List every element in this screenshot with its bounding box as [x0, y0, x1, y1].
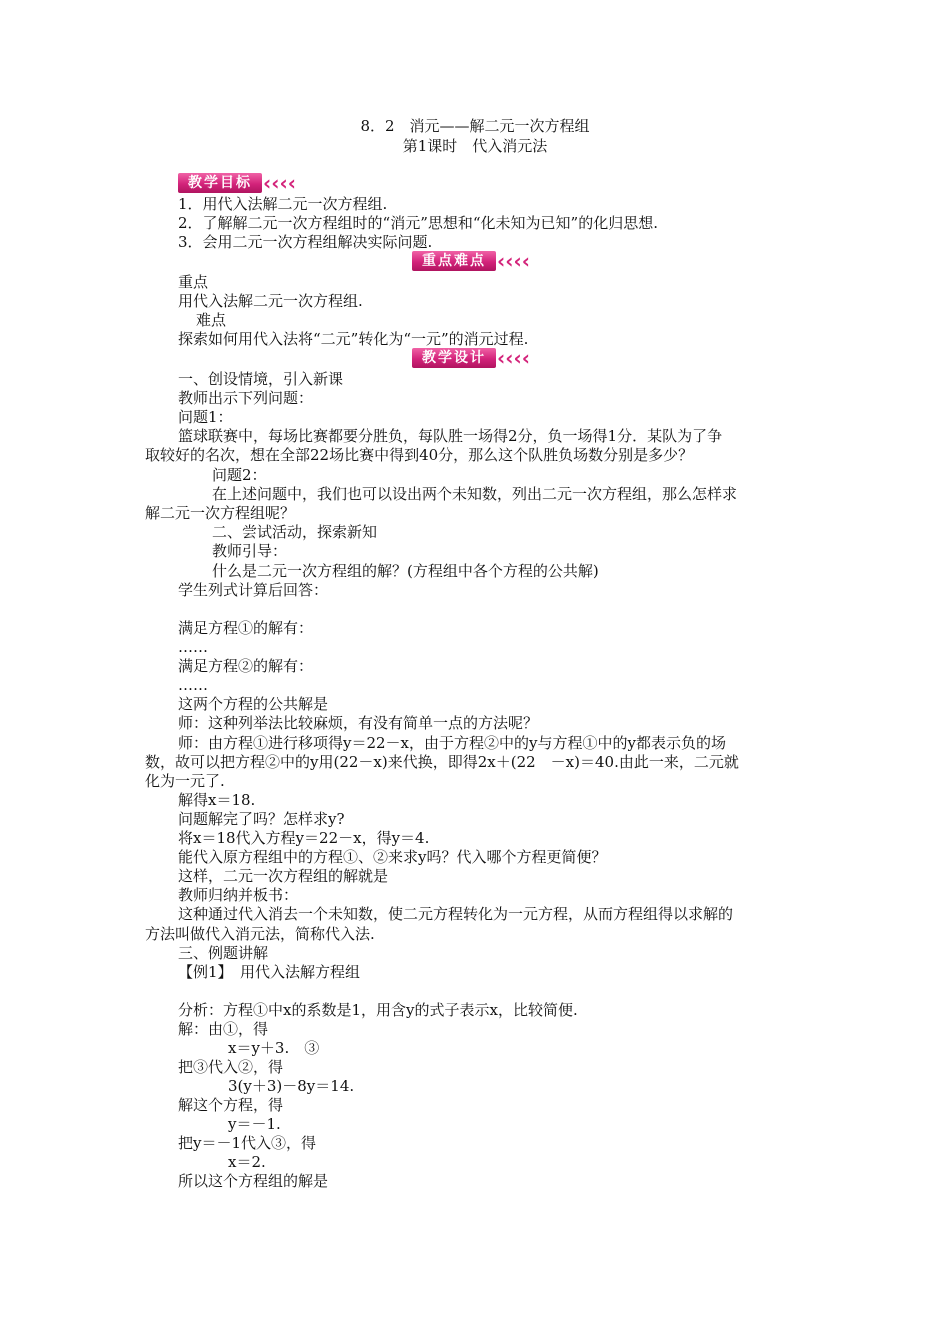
- banner-objectives-label: 教学目标: [178, 173, 262, 193]
- document-title: 8．2 消元——解二元一次方程组: [360, 117, 590, 135]
- text-line: 所以这个方程组的解是: [178, 1172, 329, 1190]
- text-line: 将x＝18代入方程y＝22－x，得y＝4.: [178, 829, 430, 847]
- banner-objectives: [178, 173, 296, 193]
- text-line: 问题2：: [212, 466, 267, 484]
- text-line: 解二元一次方程组呢？: [145, 504, 296, 522]
- text-line: 问题解完了吗？怎样求y?: [178, 810, 345, 828]
- text-line: 把y＝－1代入③，得: [178, 1134, 317, 1152]
- text-line: 这样，二元一次方程组的解就是: [178, 867, 389, 885]
- equation-line: y＝－1.: [228, 1115, 281, 1133]
- text-line: 满足方程②的解有：: [178, 657, 314, 675]
- equation-line: x＝2.: [228, 1153, 266, 1171]
- text-line: 学生列式计算后回答：: [178, 581, 329, 599]
- text-line: 三、例题讲解: [178, 944, 269, 962]
- text-line: 这种通过代入消去一个未知数，使二元方程转化为一元方程，从而方程组得以求解的: [178, 905, 734, 923]
- text-line: 探索如何用代入法将“二元”转化为“一元”的消元过程.: [178, 330, 529, 348]
- text-line: 分析：方程①中x的系数是1，用含y的式子表示x，比较简便.: [178, 1001, 578, 1019]
- text-line: 把③代入②，得: [178, 1058, 284, 1076]
- chevrons-icon: ‹‹‹‹: [497, 249, 530, 273]
- text-line: 解得x＝18.: [178, 791, 256, 809]
- text-line: 教师引导：: [212, 542, 288, 560]
- text-line: 教师出示下列问题：: [178, 389, 314, 407]
- text-line: 问题1：: [178, 408, 233, 426]
- text-line: ……: [178, 638, 208, 656]
- equation-line: 3(y＋3)－8y＝14.: [228, 1077, 355, 1095]
- text-line: 3．会用二元一次方程组解决实际问题.: [178, 233, 433, 251]
- text-line: 取较好的名次，想在全部22场比赛中得到40分，那么这个队胜负场数分别是多少？: [145, 446, 694, 464]
- text-line: 这两个方程的公共解是: [178, 695, 329, 713]
- banner-design-label: 教学设计: [412, 348, 496, 368]
- text-line: 二、尝试活动，探索新知: [212, 523, 378, 541]
- text-line: 难点: [196, 311, 227, 329]
- text-line: 数，故可以把方程②中的y用(22－x)来代换，即得2x＋(22 －x)＝40.由此一来，二元就: [145, 753, 739, 771]
- text-line: 2．了解解二元一次方程组时的“消元”思想和“化未知为已知”的化归思想.: [178, 214, 658, 232]
- banner-keypoints-label: 重点难点: [412, 251, 496, 271]
- chevrons-icon: ‹‹‹‹: [263, 171, 296, 195]
- text-line: 1．用代入法解二元一次方程组.: [178, 195, 388, 213]
- text-line: 化为一元了.: [145, 772, 225, 790]
- banner-design: [412, 348, 530, 368]
- text-line: 用代入法解二元一次方程组.: [178, 292, 363, 310]
- banner-keypoints: [412, 251, 530, 271]
- text-line: ……: [178, 676, 208, 694]
- document-subtitle: 第1课时 代入消元法: [402, 137, 548, 155]
- equation-line: x＝y＋3. ③: [228, 1039, 320, 1057]
- text-line: 满足方程①的解有：: [178, 619, 314, 637]
- text-line: 能代入原方程组中的方程①、②来求y吗？代入哪个方程更简便？: [178, 848, 607, 866]
- text-line: 什么是二元一次方程组的解？(方程组中各个方程的公共解): [212, 562, 599, 580]
- example-heading: 【例1】 用代入法解方程组: [178, 963, 361, 981]
- text-line: 师：由方程①进行移项得y＝22－x，由于方程②中的y与方程①中的y都表示负的场: [178, 734, 726, 752]
- text-line: 一、创设情境，引入新课: [178, 370, 344, 388]
- text-line: 解：由①，得: [178, 1020, 269, 1038]
- text-line: 方法叫做代入消元法，简称代入法.: [145, 925, 375, 943]
- text-line: 篮球联赛中，每场比赛都要分胜负，每队胜一场得2分，负一场得1分．某队为了争: [178, 427, 723, 445]
- chevrons-icon: ‹‹‹‹: [497, 346, 530, 370]
- text-line: 师：这种列举法比较麻烦，有没有简单一点的方法呢？: [178, 714, 539, 732]
- text-line: 解这个方程，得: [178, 1096, 284, 1114]
- text-line: 重点: [178, 273, 209, 291]
- text-line: 在上述问题中，我们也可以设出两个未知数，列出二元一次方程组，那么怎样求: [212, 485, 738, 503]
- text-line: 教师归纳并板书：: [178, 886, 299, 904]
